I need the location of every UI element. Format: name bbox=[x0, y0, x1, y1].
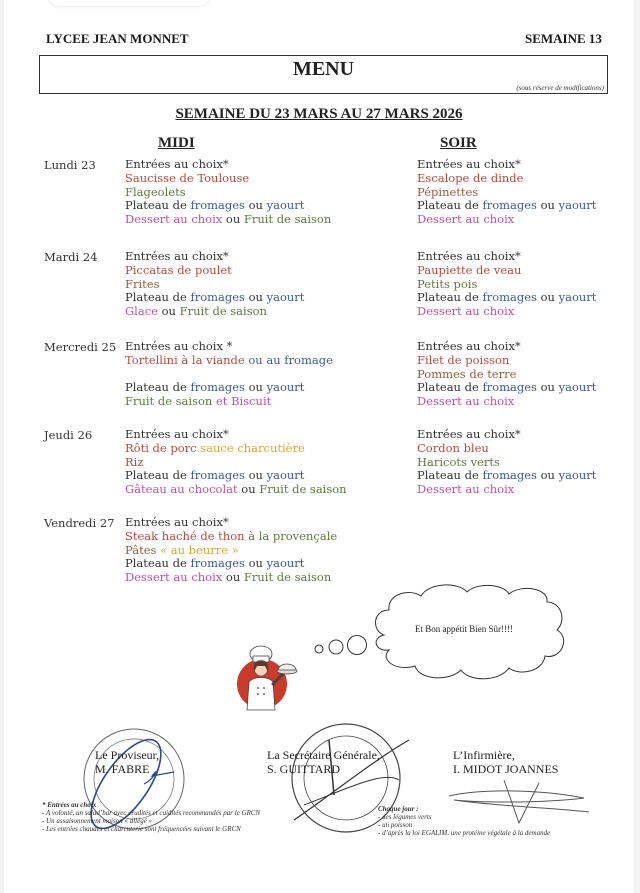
menu-item-text: Plateau de bbox=[125, 556, 191, 571]
signature-secretaire bbox=[267, 748, 380, 776]
menu-item-text: Fruit de saison bbox=[179, 304, 267, 319]
menu-item-text: yaourt bbox=[266, 468, 305, 483]
menu-item-text: yaourt bbox=[266, 198, 305, 213]
menu-item-text: Entrées au choix* bbox=[125, 427, 229, 441]
day-label: Vendredi 27 bbox=[44, 516, 115, 530]
day-label: Lundi 23 bbox=[44, 158, 96, 172]
person-name: M. FABRE bbox=[95, 762, 150, 776]
menu-item-text: fromages bbox=[190, 556, 245, 571]
menu-item-text: Cordon bleu bbox=[417, 440, 489, 455]
menu-item-text: Plateau de bbox=[125, 468, 191, 483]
disclaimer: (sous réserve de modifications) bbox=[516, 84, 604, 92]
menu-item-text: Fruit de saison bbox=[243, 212, 332, 227]
menu-item-text: Fruit de saison bbox=[243, 570, 332, 585]
menu-item-text: yaourt bbox=[266, 380, 305, 395]
menu-line bbox=[125, 340, 333, 354]
school-name: LYCEE JEAN MONNET bbox=[46, 31, 189, 46]
menu-item-text: ou bbox=[157, 304, 180, 319]
menu-item-text: Entrées au choix * bbox=[125, 339, 233, 353]
menu-item-text: Tortellini à la viande bbox=[125, 352, 245, 367]
meal-midi bbox=[125, 340, 333, 409]
meal-midi bbox=[125, 428, 347, 497]
menu-line bbox=[417, 291, 596, 305]
menu-item-text: fromages bbox=[190, 290, 245, 305]
menu-item-text: et Biscuit bbox=[212, 394, 272, 409]
menu-line bbox=[125, 278, 304, 292]
menu-item-text: Gâteau au chocolat bbox=[125, 482, 238, 497]
menu-item-text: yaourt bbox=[558, 468, 597, 483]
day-label: Mardi 24 bbox=[44, 250, 98, 264]
menu-item-text: Filet de poisson bbox=[417, 352, 510, 367]
menu-title: MENU bbox=[292, 58, 355, 80]
menu-item-text: Dessert au choix bbox=[125, 570, 223, 585]
menu-item-text: ou au fromage bbox=[244, 352, 333, 367]
menu-item-text: Riz bbox=[125, 454, 144, 469]
menu-item-text: Pâtes bbox=[125, 542, 157, 557]
signature-proviseur bbox=[95, 748, 159, 776]
menu-line bbox=[125, 428, 347, 442]
menu-item-text: Plateau de bbox=[417, 468, 483, 483]
footnote-line: - Les entrées chaudes et charcuterie sont fréquencées suivant le GRCN bbox=[42, 825, 241, 833]
menu-item-text: « au beurre » bbox=[156, 542, 239, 557]
role-label: La Secrétaire Générale, bbox=[267, 748, 380, 762]
menu-item-text: sauce charcutière bbox=[196, 440, 305, 455]
menu-item-text: ou bbox=[222, 212, 244, 227]
menu-line bbox=[417, 368, 596, 382]
menu-item-text: Pépinettes bbox=[417, 184, 479, 199]
footnote-line: - A volonté, un salad’bar avec crudités et cuidités recommandés par le GRCN bbox=[42, 809, 261, 817]
footnote-line: - des légumes verts bbox=[378, 813, 432, 821]
menu-item-text: Dessert au choix bbox=[125, 212, 223, 227]
menu-item-text: ou bbox=[244, 556, 267, 571]
chef-icon bbox=[237, 644, 299, 712]
footnote-chaque-jour bbox=[378, 805, 550, 837]
role-label: L’Infirmière, bbox=[453, 748, 515, 762]
menu-line bbox=[125, 483, 347, 497]
role-label: Le Proviseur, bbox=[95, 748, 160, 762]
bubble-text: Et Bon appétit Bien Sûr!!!! bbox=[415, 624, 513, 634]
menu-line bbox=[125, 381, 333, 395]
menu-item-text: fromages bbox=[190, 468, 245, 483]
menu-item-text: Dessert au choix bbox=[417, 212, 515, 227]
menu-item-text: Plateau de bbox=[417, 198, 483, 213]
menu-item-text: Paupiette de veau bbox=[417, 262, 522, 277]
menu-item-text: fromages bbox=[190, 198, 245, 213]
menu-line bbox=[417, 469, 596, 483]
menu-line bbox=[417, 354, 596, 368]
menu-item-text: ou bbox=[222, 570, 244, 585]
menu-line bbox=[417, 395, 596, 409]
menu-item-text: Entrées au choix* bbox=[417, 339, 521, 353]
menu-line bbox=[417, 278, 596, 292]
menu-item-text: Glace bbox=[125, 304, 158, 319]
menu-item-text: Entrées au choix* bbox=[125, 249, 229, 263]
menu-line bbox=[125, 456, 347, 470]
menu-line bbox=[125, 158, 331, 172]
menu-line bbox=[417, 264, 596, 278]
menu-item-text: Rôti de porc bbox=[125, 440, 197, 455]
meal-soir bbox=[417, 428, 596, 497]
menu-item-text: ou bbox=[244, 468, 267, 483]
week-number: SEMAINE 13 bbox=[525, 31, 602, 46]
menu-line bbox=[125, 516, 337, 530]
menu-line bbox=[125, 469, 347, 483]
footnote-entrees bbox=[42, 801, 260, 833]
menu-line bbox=[417, 483, 596, 497]
menu-item-text: ou bbox=[536, 198, 559, 213]
menu-line bbox=[125, 354, 333, 368]
menu-item-text: Entrées au choix* bbox=[125, 157, 229, 171]
menu-item-text: ou bbox=[237, 482, 260, 497]
meal-midi bbox=[125, 158, 331, 227]
menu-item-text: yaourt bbox=[558, 198, 597, 213]
day-label: Jeudi 26 bbox=[44, 428, 93, 442]
menu-line bbox=[417, 340, 596, 354]
menu-item-text: fromages bbox=[482, 468, 537, 483]
menu-line bbox=[417, 456, 596, 470]
meal-soir bbox=[417, 250, 596, 319]
menu-line bbox=[417, 199, 596, 213]
menu-line bbox=[125, 557, 337, 571]
menu-line bbox=[125, 213, 331, 227]
menu-item-text: yaourt bbox=[558, 290, 597, 305]
menu-item-text: Plateau de bbox=[417, 290, 483, 305]
menu-item-text: Piccatas de poulet bbox=[125, 262, 232, 277]
menu-line bbox=[417, 428, 596, 442]
menu-item-text: yaourt bbox=[266, 556, 305, 571]
menu-line bbox=[417, 158, 596, 172]
menu-line bbox=[125, 395, 333, 409]
menu-item-text: Petits pois bbox=[417, 276, 478, 291]
menu-item-text: Entrées au choix* bbox=[417, 249, 521, 263]
menu-item-text: Haricots verts bbox=[417, 454, 500, 469]
menu-line bbox=[417, 186, 596, 200]
menu-item-text: Dessert au choix bbox=[417, 304, 515, 319]
menu-item-text: Frites bbox=[125, 276, 160, 291]
menu-line bbox=[125, 186, 331, 200]
menu-item-text: fromages bbox=[482, 198, 537, 213]
menu-item-text: Plateau de bbox=[125, 290, 191, 305]
menu-item-text: Saucisse de Toulouse bbox=[125, 170, 250, 185]
menu-line bbox=[125, 199, 331, 213]
menu-item-text: ou bbox=[244, 380, 267, 395]
meal-soir bbox=[417, 158, 596, 227]
menu-line bbox=[125, 264, 304, 278]
menu-item-text: Escalope de dinde bbox=[417, 170, 524, 185]
menu-item-text: Dessert au choix bbox=[417, 394, 515, 409]
menu-item-text: Entrées au choix* bbox=[125, 515, 229, 529]
menu-item-text: Plateau de bbox=[417, 380, 483, 395]
menu-line bbox=[417, 381, 596, 395]
menu-line bbox=[125, 544, 337, 558]
meal-soir bbox=[417, 340, 596, 409]
menu-item-text: fromages bbox=[482, 290, 537, 305]
menu-line bbox=[125, 172, 331, 186]
menu-line bbox=[417, 442, 596, 456]
menu-item-text: ou bbox=[536, 290, 559, 305]
menu-line bbox=[417, 213, 596, 227]
week-range: SEMAINE DU 23 MARS AU 27 MARS 2026 bbox=[175, 106, 463, 122]
menu-item-text: Plateau de bbox=[125, 198, 191, 213]
column-title-soir: SOIR bbox=[440, 135, 477, 151]
menu-item-text: Steak haché de thon bbox=[125, 528, 245, 543]
menu-item-text: fromages bbox=[190, 380, 245, 395]
footnote-title: * Entrées au choix bbox=[42, 801, 97, 809]
menu-line bbox=[125, 250, 304, 264]
person-name: S. GUITTARD bbox=[267, 762, 341, 776]
column-title-midi: MIDI bbox=[158, 135, 195, 151]
menu-line bbox=[125, 291, 304, 305]
menu-item-text: à la provençale bbox=[244, 528, 338, 543]
menu-item-text: Flageolets bbox=[125, 184, 186, 199]
menu-item-text: ou bbox=[244, 198, 267, 213]
scroll-tab bbox=[49, 0, 209, 6]
signature-infirmiere bbox=[453, 748, 558, 776]
meal-midi bbox=[125, 250, 304, 319]
menu-item-text: ou bbox=[536, 468, 559, 483]
menu-line bbox=[125, 442, 347, 456]
meal-midi bbox=[125, 516, 337, 585]
footnote-line: - un poisson bbox=[378, 821, 413, 829]
menu-item-text: ou bbox=[244, 290, 267, 305]
menu-line bbox=[125, 305, 304, 319]
menu-item-text: fromages bbox=[482, 380, 537, 395]
person-name: I. MIDOT JOANNES bbox=[453, 762, 559, 776]
menu-page bbox=[4, 0, 634, 893]
menu-line bbox=[417, 305, 596, 319]
menu-item-text: Pommes de terre bbox=[417, 366, 517, 381]
menu-line bbox=[417, 172, 596, 186]
menu-item-text: Dessert au choix bbox=[417, 482, 515, 497]
menu-item-text: ou bbox=[536, 380, 559, 395]
thought-bubble-icon bbox=[309, 580, 640, 690]
menu-line bbox=[125, 571, 337, 585]
menu-item-text: yaourt bbox=[266, 290, 305, 305]
footnote-line: - Un assaisonnement maison « allégé » bbox=[42, 817, 153, 825]
menu-item-text: yaourt bbox=[558, 380, 597, 395]
day-label: Mercredi 25 bbox=[44, 340, 117, 354]
footnote-line: - d’après la loi EGALIM, une protéine végétale à la demande bbox=[378, 829, 551, 837]
menu-line bbox=[125, 368, 333, 382]
footnote-title: Chaque jour : bbox=[378, 805, 419, 813]
menu-line bbox=[125, 530, 337, 544]
menu-item-text: Fruit de saison bbox=[259, 482, 347, 497]
menu-item-text: Plateau de bbox=[125, 380, 191, 395]
menu-title-box bbox=[39, 55, 608, 94]
menu-line bbox=[417, 250, 596, 264]
menu-item-text: Fruit de saison bbox=[125, 394, 213, 409]
menu-item-text: Entrées au choix* bbox=[417, 427, 521, 441]
menu-item-text: Entrées au choix* bbox=[417, 157, 521, 171]
